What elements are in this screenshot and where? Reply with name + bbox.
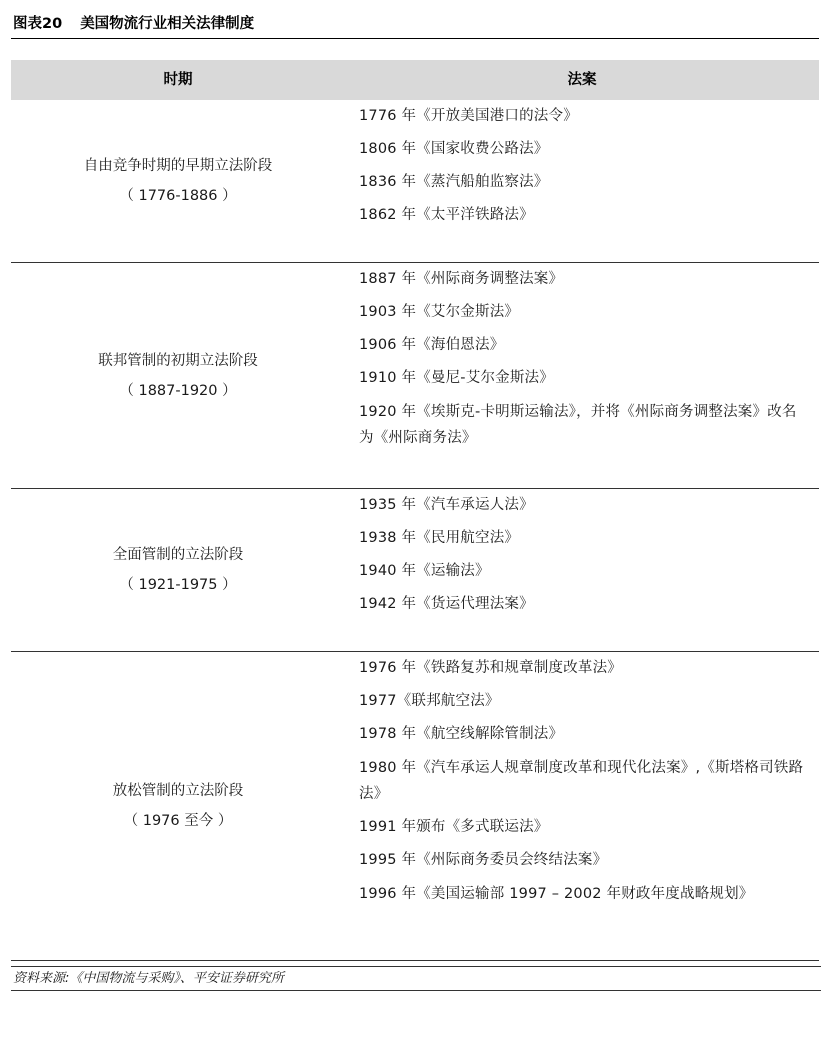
law-list: [345, 652, 819, 960]
law-list: [345, 100, 819, 262]
law-item: 1910 年《曼尼-艾尔金斯法》: [359, 370, 554, 386]
law-item: 1903 年《艾尔金斯法》: [359, 304, 520, 320]
period-group-2: [11, 263, 819, 489]
table-header: [11, 60, 819, 100]
law-item: 1806 年《国家收费公路法》: [359, 141, 549, 157]
period-group-1: [11, 100, 819, 263]
law-item: 1976 年《铁路复苏和规章制度改革法》: [359, 660, 623, 676]
law-item: 1995 年《州际商务委员会终结法案》: [359, 852, 608, 868]
law-table: [11, 60, 819, 961]
law-item: 1942 年《货运代理法案》: [359, 596, 534, 612]
period-cell: [11, 489, 345, 651]
law-list: [345, 489, 819, 651]
period-group-3: [11, 489, 819, 652]
law-item: 1940 年《运输法》: [359, 563, 490, 579]
law-item: 1862 年《太平洋铁路法》: [359, 207, 534, 223]
period-range: （ 1921-1975 ）: [119, 577, 237, 593]
header-laws: 法案: [567, 72, 597, 88]
period-name: 联邦管制的初期立法阶段: [98, 352, 258, 369]
law-item: 1906 年《海伯恩法》: [359, 337, 505, 353]
document-page: [11, 14, 819, 986]
period-range: （ 1776-1886 ）: [119, 188, 237, 204]
law-item: 1980 年《汽车承运人规章制度改革和现代化法案》,《斯塔格司铁路法》: [359, 760, 804, 802]
figure-caption: 美国物流行业相关法律制度: [80, 16, 255, 32]
figure-title: [11, 14, 819, 39]
source-note: 资料来源:《中国物流与采购》、平安证券研究所: [11, 966, 821, 991]
period-cell: [11, 652, 345, 960]
law-item: 1776 年《开放美国港口的法令》: [359, 108, 578, 124]
law-item: 1938 年《民用航空法》: [359, 530, 520, 546]
period-name: 自由竞争时期的早期立法阶段: [83, 158, 273, 174]
period-cell: [11, 263, 345, 488]
law-list: [345, 263, 819, 488]
figure-number: 图表20: [13, 16, 63, 32]
period-range: （ 1887-1920 ）: [119, 382, 237, 399]
law-item: 1836 年《蒸汽船舶监察法》: [359, 174, 549, 190]
law-item: 1977《联邦航空法》: [359, 693, 500, 709]
header-period: 时期: [163, 72, 193, 88]
law-item: 1887 年《州际商务调整法案》: [359, 271, 564, 287]
law-item: 1978 年《航空线解除管制法》: [359, 726, 564, 742]
period-name: 全面管制的立法阶段: [112, 547, 244, 563]
period-cell: [11, 100, 345, 262]
period-name: 放松管制的立法阶段: [112, 783, 244, 799]
period-range: （ 1976 至今 ）: [123, 813, 233, 829]
law-item: 1920 年《埃斯克-卡明斯运输法》，并将《州际商务调整法案》改名为《州际商务法》: [359, 404, 797, 446]
period-group-4: [11, 652, 819, 961]
law-item: 1991 年颁布《多式联运法》: [359, 819, 549, 835]
law-item: 1996 年《美国运输部 1997 – 2002 年财政年度战略规划》: [359, 886, 754, 902]
law-item: 1935 年《汽车承运人法》: [359, 497, 534, 513]
